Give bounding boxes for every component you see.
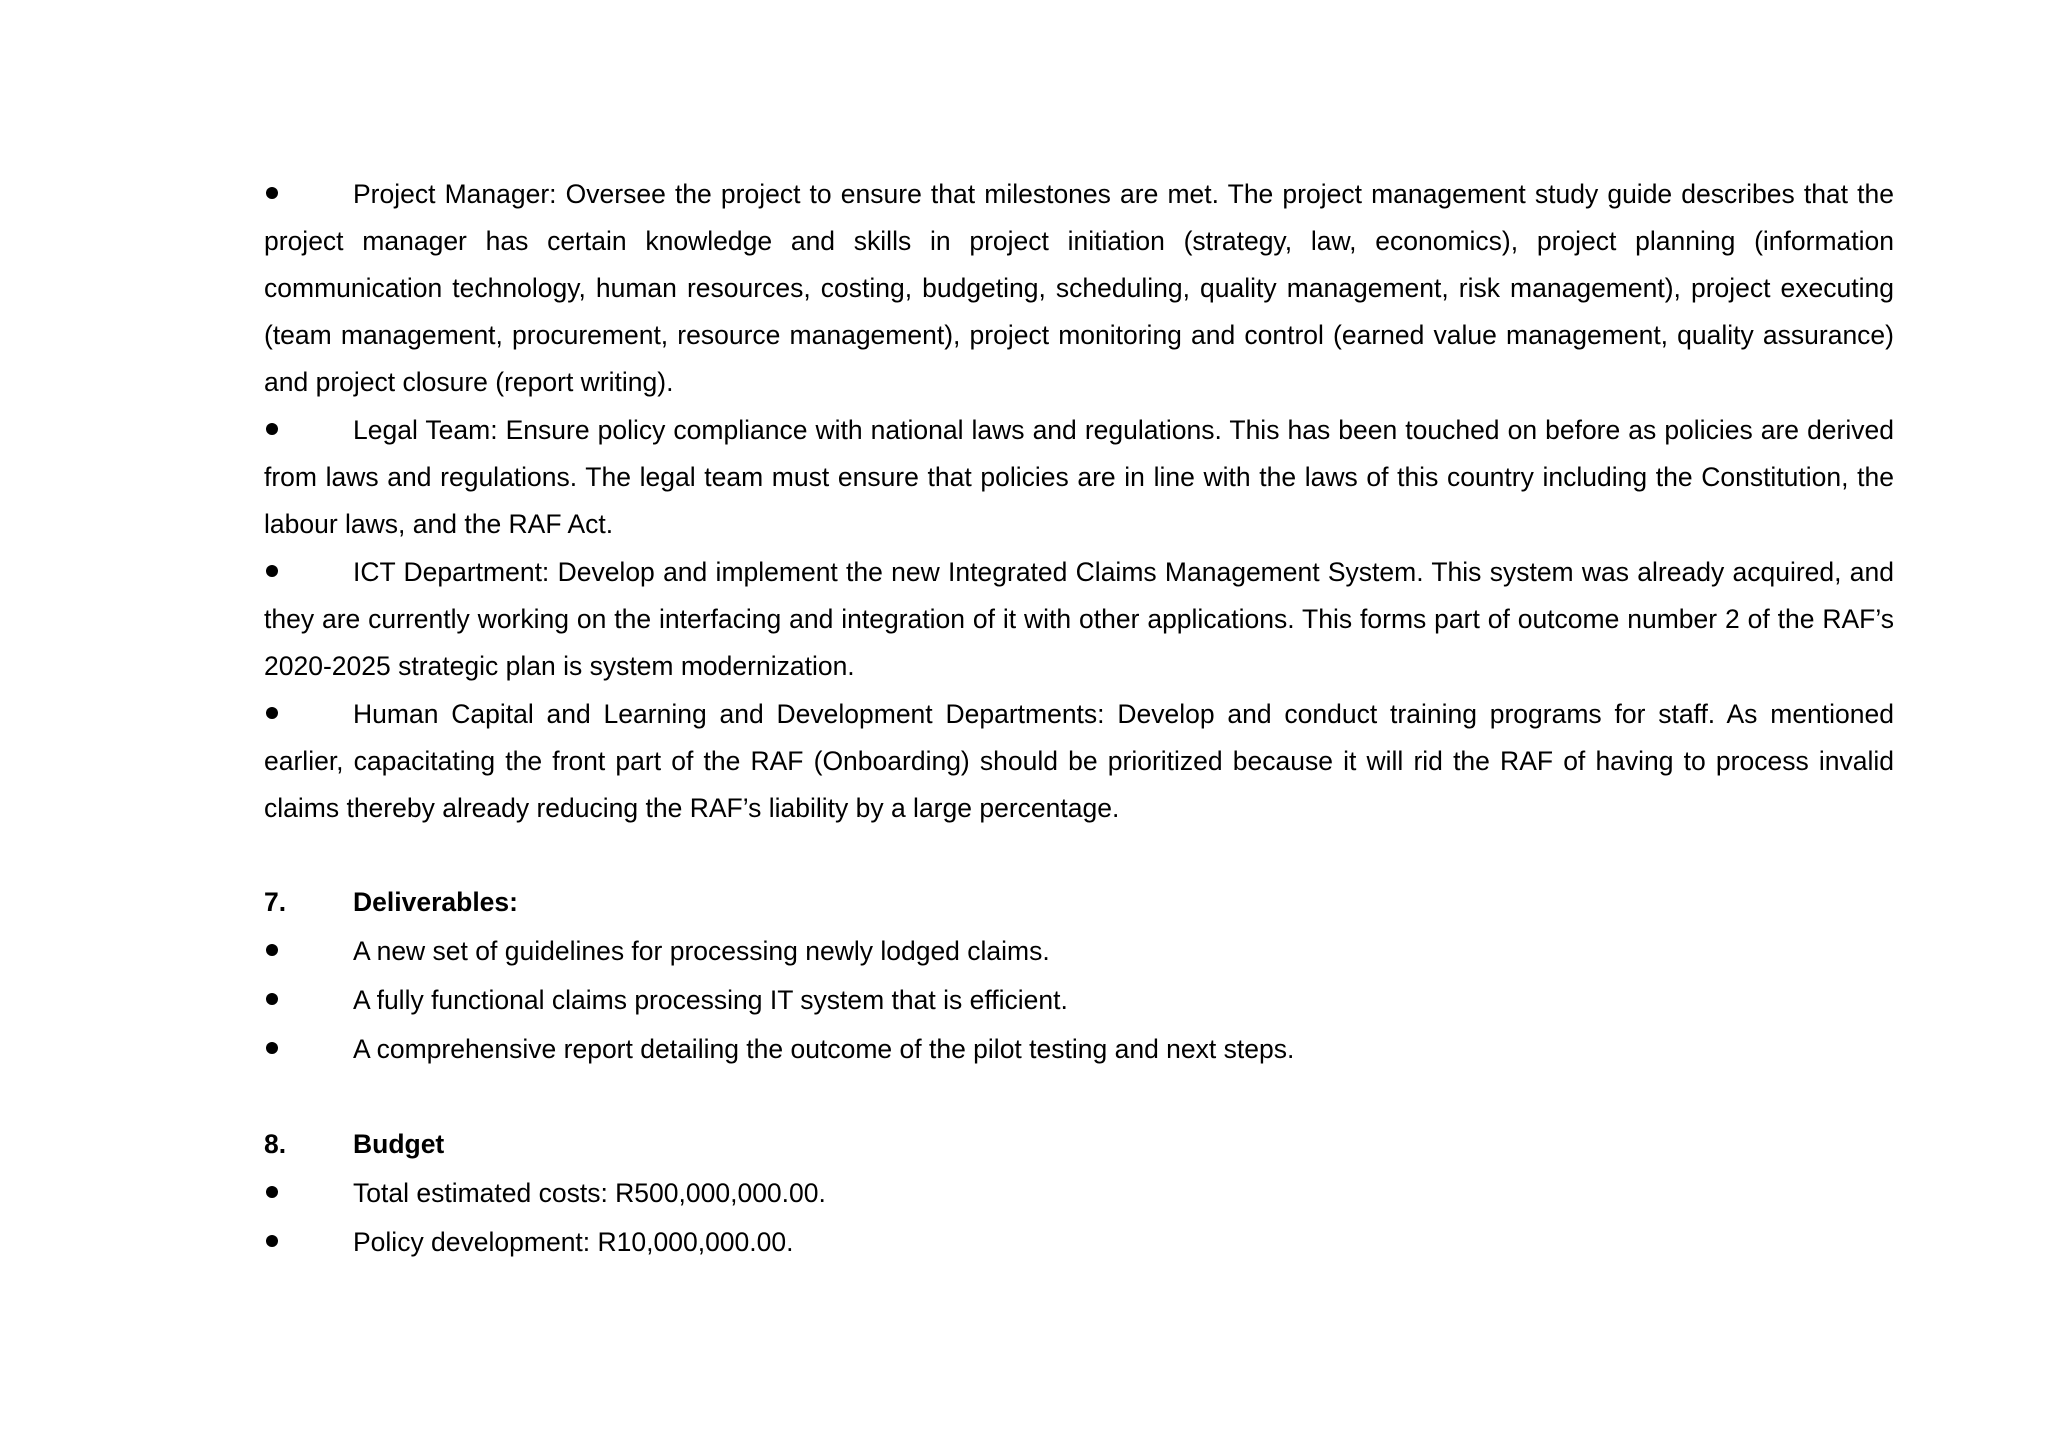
- section-title: Budget: [353, 1129, 445, 1159]
- list-item: [264, 1219, 1894, 1266]
- deliverables-heading: [264, 879, 1894, 926]
- role-paragraph-project-manager: [264, 171, 1894, 406]
- role-text: Legal Team: Ensure policy compliance with national laws and regulations. This has been touched on before as policies are derived from laws and regulations. The legal team must ensure that policies are in line with the laws of this country including the Constitution, the labour laws, and the RAF Act.: [264, 415, 1894, 539]
- bullet-icon: [264, 171, 353, 218]
- document-page: [264, 171, 1894, 1268]
- section-title: Deliverables:: [353, 887, 518, 917]
- bullet-icon: [264, 1026, 353, 1073]
- role-text: Human Capital and Learning and Development Departments: Develop and conduct training programs for staff. As mentioned earlier, capacitating the front part of the RAF (Onboarding) should be prioritized because it will rid the RAF of having to process invalid claims thereby already reducing the RAF’s liability by a large percentage.: [264, 699, 1894, 823]
- role-text: ICT Department: Develop and implement the new Integrated Claims Management System. This system was already acquired, and they are currently working on the interfacing and integration of it with other applications. This forms part of outcome number 2 of the RAF’s 2020-2025 strategic plan is system modernization.: [264, 557, 1894, 681]
- budget-text: Policy development: R10,000,000.00.: [353, 1227, 794, 1257]
- budget-heading: [264, 1121, 1894, 1168]
- deliverable-text: A new set of guidelines for processing newly lodged claims.: [353, 936, 1050, 966]
- section-spacer: [264, 833, 1894, 879]
- list-item: [264, 977, 1894, 1024]
- section-spacer: [264, 1075, 1894, 1121]
- bullet-icon: [264, 407, 353, 454]
- list-item: [264, 1170, 1894, 1217]
- list-item: [264, 1026, 1894, 1073]
- role-text: Project Manager: Oversee the project to ensure that milestones are met. The project management study guide describes that the project manager has certain knowledge and skills in project initiation (strategy, law, economics), project planning (information communication technology, human resources, costing, budgeting, scheduling, quality management, risk management), project executing (team management, procurement, resource management), project monitoring and control (earned value management, quality assurance) and project closure (report writing).: [264, 179, 1894, 397]
- role-paragraph-legal-team: [264, 407, 1894, 548]
- role-paragraph-ict-department: [264, 549, 1894, 690]
- section-number: 7.: [264, 887, 287, 917]
- role-paragraph-human-capital: [264, 691, 1894, 832]
- bullet-icon: [264, 1170, 353, 1217]
- bullet-icon: [264, 977, 353, 1024]
- bullet-icon: [264, 691, 353, 738]
- bullet-icon: [264, 928, 353, 975]
- deliverable-text: A fully functional claims processing IT system that is efficient.: [353, 985, 1068, 1015]
- list-item: [264, 928, 1894, 975]
- deliverable-text: A comprehensive report detailing the outcome of the pilot testing and next steps.: [353, 1034, 1295, 1064]
- bullet-icon: [264, 549, 353, 596]
- section-number: 8.: [264, 1129, 287, 1159]
- bullet-icon: [264, 1219, 353, 1266]
- budget-text: Total estimated costs: R500,000,000.00.: [353, 1178, 826, 1208]
